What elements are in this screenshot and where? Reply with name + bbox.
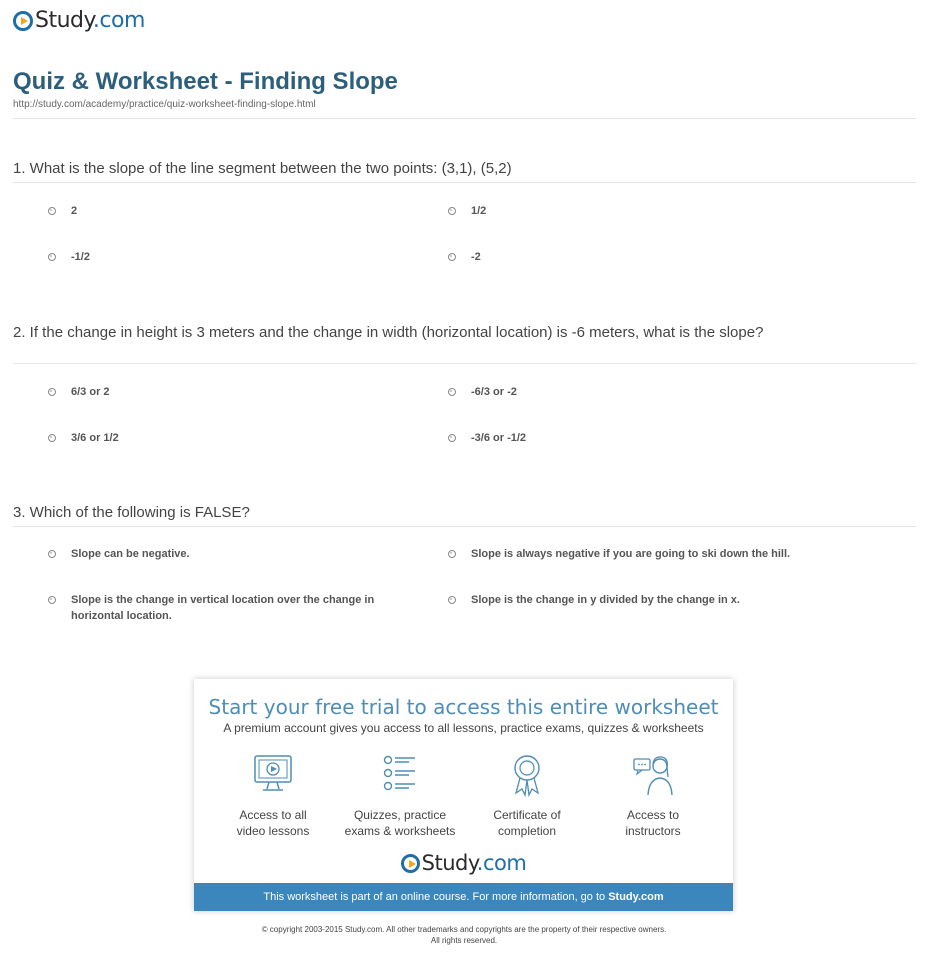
- logo-text: Study.com: [35, 8, 145, 33]
- radio-button[interactable]: [48, 388, 56, 396]
- study-link[interactable]: Study.com: [608, 891, 664, 903]
- radio-button[interactable]: [48, 434, 56, 442]
- q3-option-a[interactable]: Slope can be negative.: [48, 546, 190, 562]
- q1-option-a[interactable]: 2: [48, 203, 77, 219]
- q3-option-c[interactable]: Slope is the change in vertical location over the change in horizontal location.: [48, 592, 406, 624]
- radio-button[interactable]: [448, 596, 456, 604]
- divider: [13, 526, 916, 527]
- page-url: http://study.com/academy/practice/quiz-worksheet-finding-slope.html: [13, 99, 316, 110]
- feature-certificate: Certificate of completion: [462, 753, 592, 839]
- promo-subtitle: A premium account gives you access to all lessons, practice exams, quizzes & worksheets: [223, 721, 704, 735]
- question-3: 3. Which of the following is FALSE?: [13, 504, 250, 521]
- play-logo-icon: [13, 11, 33, 31]
- radio-button[interactable]: [48, 550, 56, 558]
- promo-study-logo[interactable]: Study.com: [194, 851, 733, 875]
- radio-button[interactable]: [48, 207, 56, 215]
- q3-option-d[interactable]: Slope is the change in y divided by the change in x.: [448, 592, 740, 608]
- feature-video-lessons: Access to all video lessons: [208, 753, 338, 839]
- radio-button[interactable]: [448, 434, 456, 442]
- q1-option-c[interactable]: -1/2: [48, 249, 90, 265]
- promo-footer-bar[interactable]: This worksheet is part of an online course. For more information, go to Study.com: [194, 883, 733, 911]
- radio-button[interactable]: [48, 253, 56, 261]
- radio-button[interactable]: [48, 596, 56, 604]
- divider: [13, 182, 916, 183]
- divider: [13, 363, 916, 364]
- page-title: Quiz & Worksheet - Finding Slope: [13, 68, 398, 95]
- certificate-icon: [506, 753, 548, 797]
- q2-option-a[interactable]: 6/3 or 2: [48, 384, 110, 400]
- copyright-notice: © copyright 2003-2015 Study.com. All other trademarks and copyrights are the property of their respective owners. All rights reserved.: [261, 925, 667, 945]
- radio-button[interactable]: [448, 388, 456, 396]
- feature-quizzes: Quizzes, practice exams & worksheets: [335, 753, 465, 839]
- study-logo[interactable]: [13, 8, 145, 33]
- video-lesson-icon: [252, 753, 294, 797]
- play-logo-icon: [401, 854, 420, 873]
- free-trial-promo[interactable]: [194, 679, 733, 911]
- q2-option-d[interactable]: -3/6 or -1/2: [448, 430, 526, 446]
- question-2: 2. If the change in height is 3 meters and the change in width (horizontal location) is -6 meters, what is the slope?: [13, 324, 764, 341]
- q2-option-c[interactable]: 3/6 or 1/2: [48, 430, 119, 446]
- q3-option-b[interactable]: Slope is always negative if you are going to ski down the hill.: [448, 546, 790, 562]
- radio-button[interactable]: [448, 207, 456, 215]
- radio-button[interactable]: [448, 550, 456, 558]
- quiz-list-icon: [379, 753, 421, 797]
- feature-instructors: Access to instructors: [588, 753, 718, 839]
- promo-title: Start your free trial to access this entire worksheet: [208, 695, 719, 719]
- instructor-icon: [632, 753, 674, 797]
- q1-option-b[interactable]: 1/2: [448, 203, 486, 219]
- q2-option-b[interactable]: -6/3 or -2: [448, 384, 517, 400]
- q1-option-d[interactable]: -2: [448, 249, 481, 265]
- question-1: 1. What is the slope of the line segment between the two points: (3,1), (5,2): [13, 160, 512, 177]
- divider: [13, 118, 916, 119]
- radio-button[interactable]: [448, 253, 456, 261]
